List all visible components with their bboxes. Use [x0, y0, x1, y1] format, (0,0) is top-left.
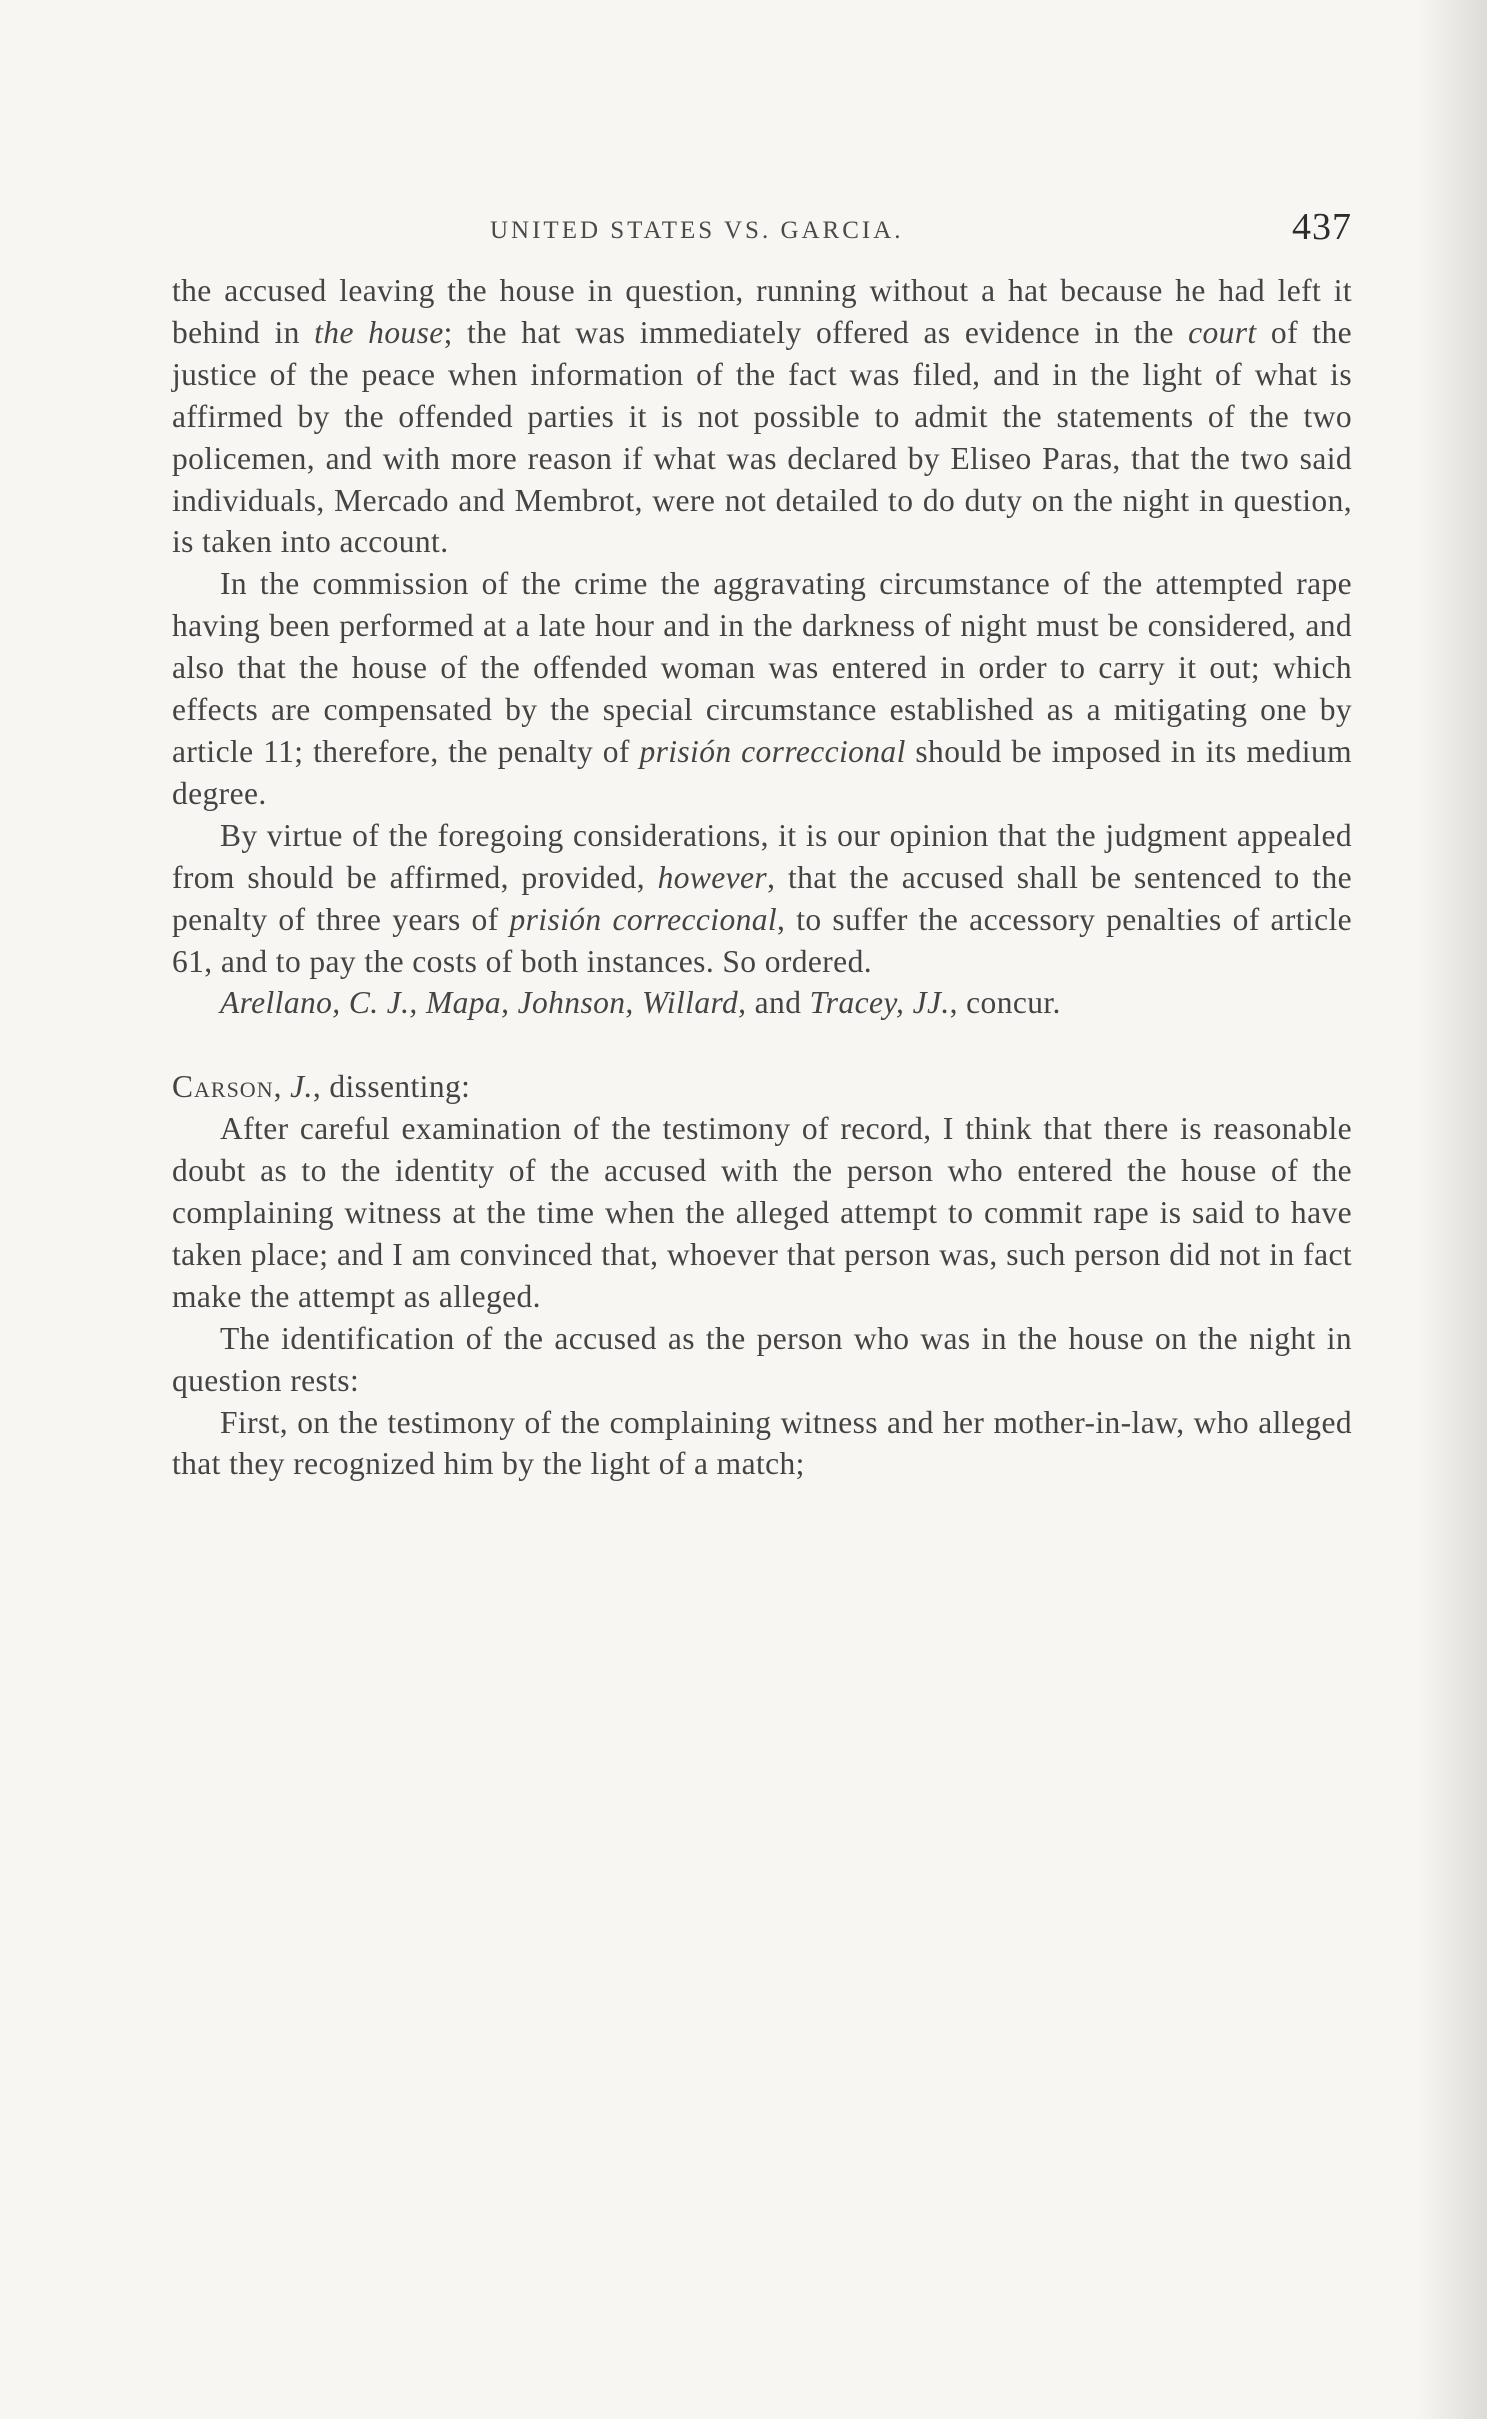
- page-header: [172, 205, 1352, 265]
- section-gap: [172, 1024, 1352, 1066]
- concurrence: Arellano, C. J., Mapa, Johnson, Willard, and Tracey, JJ., concur.: [220, 985, 1061, 1021]
- paragraph-4: After careful examination of the testimony of record, I think that there is reasonable doubt as to the identity of the accused with the person who entered the house of the complaining witness at the time when the alleged attempt to commit rape is said to have taken place; and I am convinced that, whoever that person was, such person did not in fact make the attempt as alleged.: [172, 1111, 1352, 1314]
- paragraph-5: The identification of the accused as the person who was in the house on the night in question rests:: [172, 1320, 1352, 1398]
- dissent-heading: Carson, J., dissenting:: [172, 1069, 471, 1105]
- paragraph-6: First, on the testimony of the complaining witness and her mother-in-law, who alleged that they recognized him by the light of a match;: [172, 1404, 1352, 1482]
- paragraph-3: By virtue of the foregoing considerations, it is our opinion that the judgment appealed from should be affirmed, provided, however, that the accused shall be sentenced to the penalty of three years of prisión correccional, to suffer the accessory penalties of article 61, and to pay the costs of both instances. So ordered.: [172, 817, 1352, 979]
- running-head: UNITED STATES VS. GARCIA.: [490, 217, 904, 244]
- paragraph-1: the accused leaving the house in question, running without a hat because he had left it behind in the house; the hat was immediately offered as evidence in the court of the justice of the peace when information of the fact was filed, and in the light of what is affirmed by the offended parties it is not possible to admit the statements of the two policemen, and with more reason if what was declared by Eliseo Paras, that the two said individuals, Mercado and Membrot, were not detailed to do duty on the night in question, is taken into account.: [172, 273, 1352, 560]
- page-number: 437: [1292, 206, 1352, 248]
- paragraph-2: In the commission of the crime the aggravating circumstance of the attempted rape having been performed at a late hour and in the darkness of night must be considered, and also that the house of the offended woman was entered in order to carry it out; which effects are compensated by the special circumstance established as a mitigating one by article 11; therefore, the penalty of prisión correccional should be imposed in its medium degree.: [172, 566, 1352, 811]
- page-edge-shadow: [1417, 0, 1487, 2419]
- text-body: [172, 270, 1352, 1485]
